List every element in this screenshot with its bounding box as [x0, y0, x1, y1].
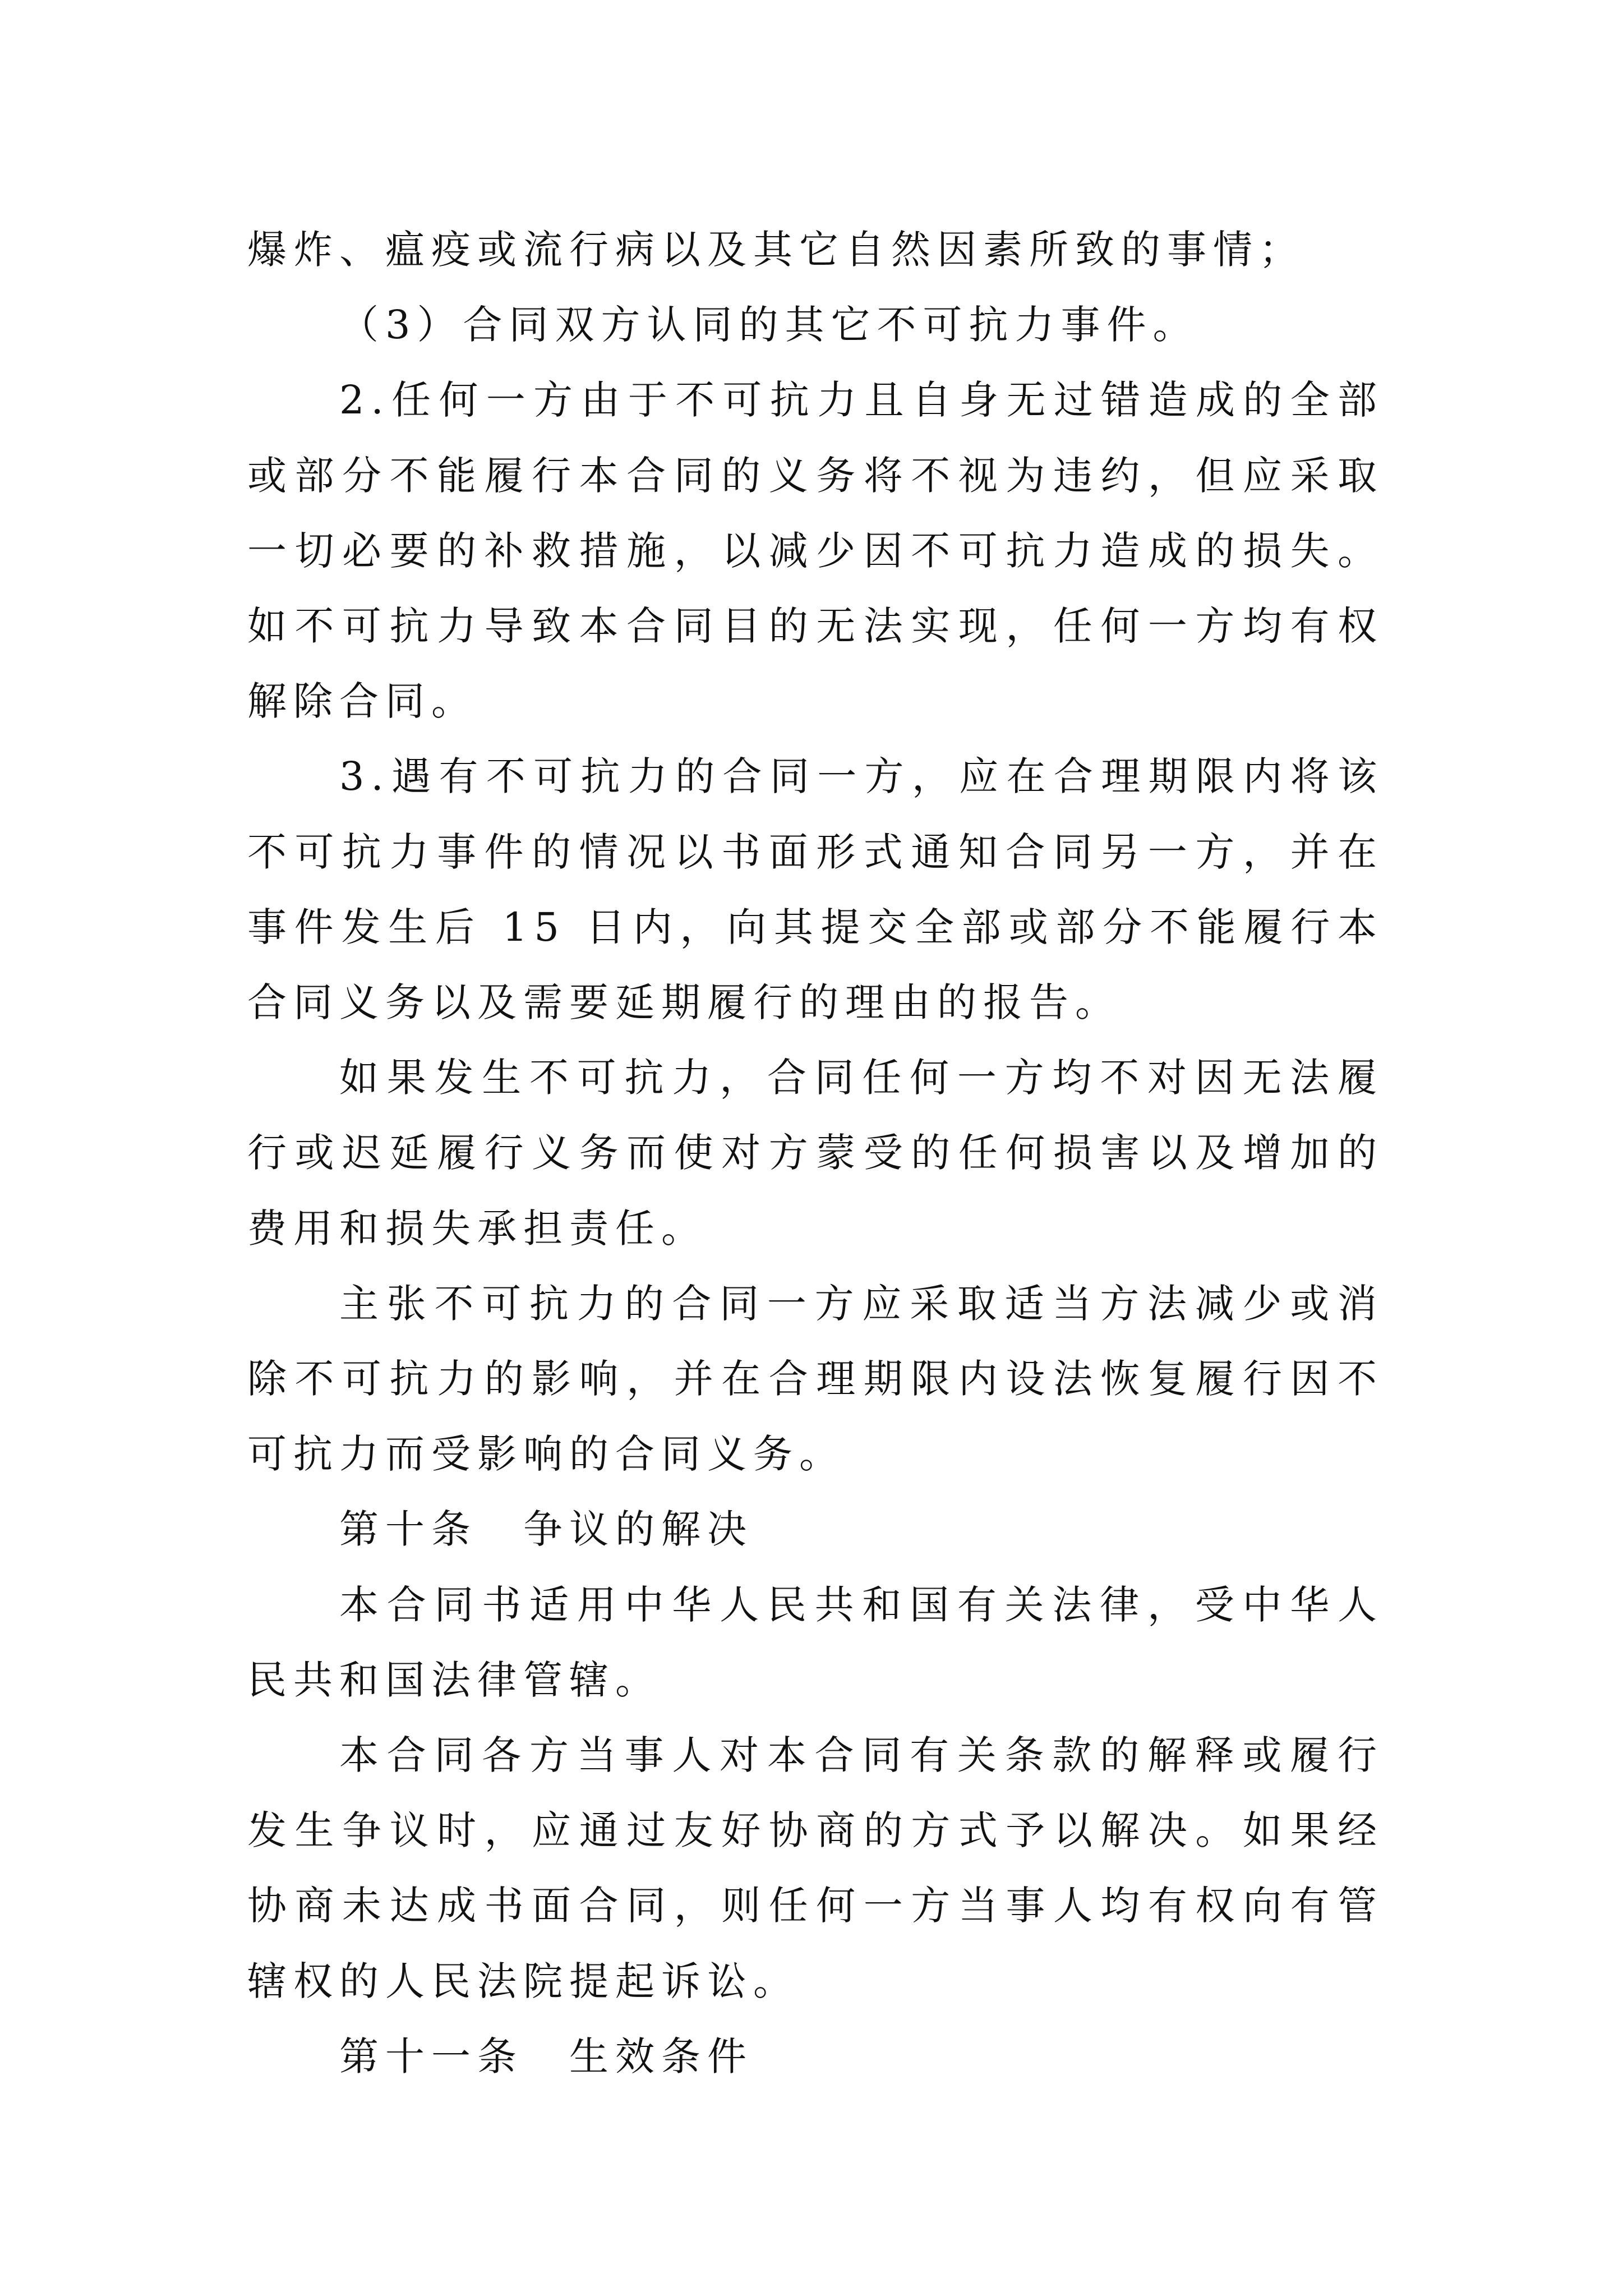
paragraph-dispute-resolution: 本合同各方当事人对本合同有关条款的解释或履行发生争议时，应通过友好协商的方式予以解决。如果经协商未达成书面合同，则任何一方当事人均有权向有管辖权的人民法院提起诉讼。	[247, 1732, 1384, 2004]
paragraph-clause-2: 2.任何一方由于不可抗力且自身无过错造成的全部或部分不能履行本合同的义务将不视为违约，但应采取一切必要的补救措施，以减少因不可抗力造成的损失。如不可抗力导致本合同目的无法实现，任何一方均有权解除合同。	[247, 377, 1384, 725]
section-heading-article-10: 第十条 争议的解决	[339, 1506, 753, 1553]
paragraph-clause-3: 3.遇有不可抗力的合同一方，应在合理期限内将该不可抗力事件的情况以书面形式通知合同另一方，并在事件发生后 15 日内，向其提交全部或部分不能履行本合同义务以及需要延期履行的理由的报告。	[247, 753, 1384, 1026]
document-body	[247, 212, 1384, 2094]
paragraph-continuation: 爆炸、瘟疫或流行病以及其它自然因素所致的事情；	[247, 227, 1305, 273]
paragraph-clause-item-3: （3）合同双方认同的其它不可抗力事件。	[339, 302, 1199, 348]
paragraph-governing-law: 本合同书适用中华人民共和国有关法律，受中华人民共和国法律管辖。	[247, 1581, 1384, 1703]
section-heading-article-11: 第十一条 生效条件	[339, 2033, 753, 2079]
paragraph-liability: 如果发生不可抗力，合同任何一方均不对因无法履行或迟延履行义务而使对方蒙受的任何损害以及增加的费用和损失承担责任。	[247, 1055, 1384, 1251]
paragraph-mitigation: 主张不可抗力的合同一方应采取适当方法减少或消除不可抗力的影响，并在合理期限内设法恢复履行因不可抗力而受影响的合同义务。	[247, 1280, 1384, 1478]
